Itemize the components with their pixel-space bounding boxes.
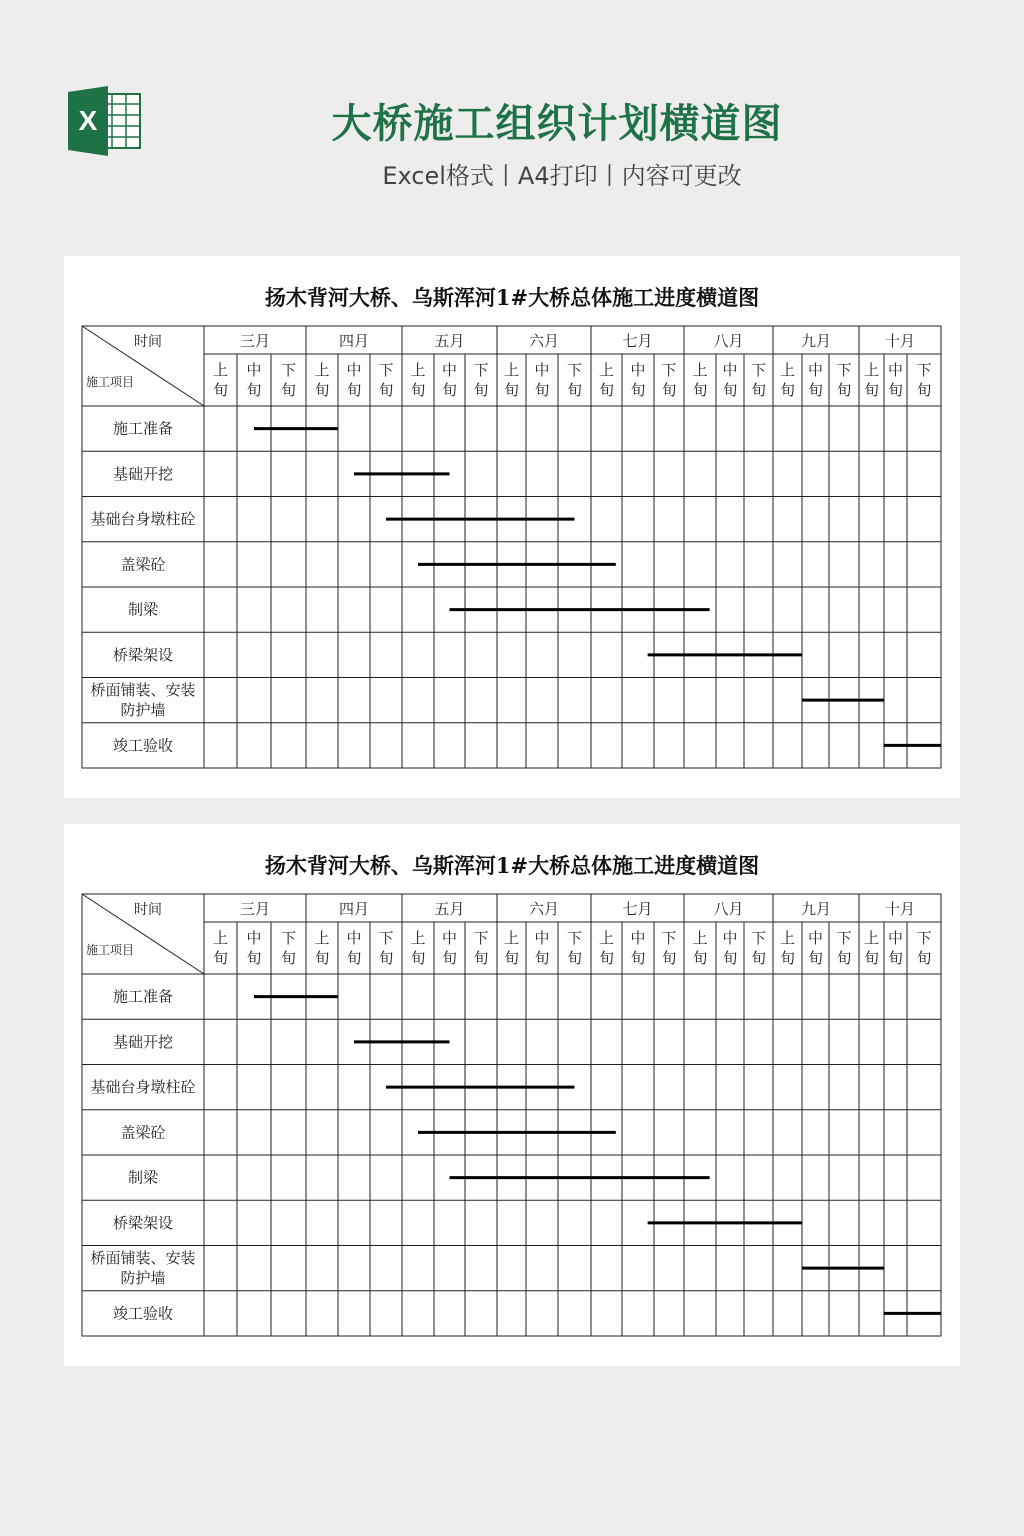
period-label: 下 xyxy=(750,361,767,379)
task-label: 桥梁架设 xyxy=(112,1213,174,1232)
task-label: 施工准备 xyxy=(112,419,174,438)
period-label: 下 xyxy=(916,361,932,379)
period-label: 旬 xyxy=(441,381,458,399)
task-label: 桥面铺装、安装 xyxy=(90,681,196,700)
period-label: 旬 xyxy=(410,949,426,967)
period-label: 上 xyxy=(598,929,615,947)
period-label: 中 xyxy=(630,929,646,947)
month-label: 十月 xyxy=(884,900,916,918)
period-label: 旬 xyxy=(280,949,297,967)
period-label: 中 xyxy=(534,361,550,379)
period-label: 下 xyxy=(473,929,489,947)
period-label: 上 xyxy=(863,929,880,947)
period-label: 旬 xyxy=(916,949,932,967)
period-label: 上 xyxy=(410,361,426,379)
period-label: 下 xyxy=(916,929,932,947)
period-label: 旬 xyxy=(314,949,330,967)
period-label: 旬 xyxy=(503,381,520,399)
period-label: 旬 xyxy=(807,381,824,399)
period-label: 旬 xyxy=(750,949,767,967)
period-label: 旬 xyxy=(246,949,262,967)
period-label: 旬 xyxy=(750,381,767,399)
month-label: 七月 xyxy=(622,332,653,350)
period-label: 旬 xyxy=(566,381,583,399)
page-subtitle: Excel格式丨A4打印丨内容可更改 xyxy=(382,162,742,190)
period-label: 旬 xyxy=(473,381,489,399)
period-label: 旬 xyxy=(692,381,708,399)
sheet-title: 扬木背河大桥、乌斯浑河1#大桥总体施工进度横道图 xyxy=(264,853,760,878)
period-label: 上 xyxy=(779,361,796,379)
period-label: 旬 xyxy=(836,949,852,967)
period-label: 上 xyxy=(503,361,520,379)
month-label: 八月 xyxy=(713,332,744,350)
period-label: 上 xyxy=(212,361,229,379)
period-label: 旬 xyxy=(887,381,904,399)
period-label: 旬 xyxy=(692,949,708,967)
period-label: 旬 xyxy=(630,381,646,399)
period-label: 中 xyxy=(441,361,458,379)
period-label: 旬 xyxy=(916,381,932,399)
task-label: 桥梁架设 xyxy=(112,645,174,664)
period-label: 旬 xyxy=(807,949,824,967)
task-label: 盖梁砼 xyxy=(120,1123,166,1142)
period-label: 旬 xyxy=(779,949,796,967)
period-label: 中 xyxy=(346,929,362,947)
period-label: 旬 xyxy=(378,381,394,399)
period-label: 旬 xyxy=(410,381,426,399)
task-label: 基础台身墩柱砼 xyxy=(90,1078,196,1097)
period-label: 旬 xyxy=(661,949,677,967)
task-label: 竣工验收 xyxy=(112,1304,174,1323)
period-label: 旬 xyxy=(722,949,738,967)
period-label: 中 xyxy=(246,361,262,379)
corner-time-label: 时间 xyxy=(134,334,162,350)
period-label: 下 xyxy=(473,361,489,379)
period-label: 旬 xyxy=(630,949,646,967)
task-label: 制梁 xyxy=(127,600,159,619)
period-label: 中 xyxy=(887,361,904,379)
task-label: 防护墙 xyxy=(120,701,166,720)
period-label: 上 xyxy=(503,929,520,947)
period-label: 中 xyxy=(630,361,646,379)
period-label: 上 xyxy=(692,929,708,947)
month-label: 六月 xyxy=(528,332,560,350)
month-label: 四月 xyxy=(338,900,370,918)
period-label: 旬 xyxy=(280,381,297,399)
period-label: 旬 xyxy=(722,381,738,399)
task-label: 竣工验收 xyxy=(112,736,174,755)
period-label: 旬 xyxy=(534,949,550,967)
period-label: 旬 xyxy=(314,381,330,399)
period-label: 下 xyxy=(661,929,677,947)
period-label: 旬 xyxy=(887,949,904,967)
period-label: 旬 xyxy=(836,381,852,399)
period-label: 中 xyxy=(441,929,458,947)
excel-logo-letter: X xyxy=(78,105,98,136)
period-label: 旬 xyxy=(598,949,615,967)
period-label: 下 xyxy=(750,929,767,947)
page-title: 大桥施工组织计划横道图 xyxy=(331,101,783,147)
period-label: 下 xyxy=(566,929,583,947)
period-label: 上 xyxy=(212,929,229,947)
period-label: 旬 xyxy=(863,949,880,967)
gantt-chart xyxy=(64,256,960,798)
period-label: 旬 xyxy=(473,949,489,967)
period-label: 中 xyxy=(807,929,824,947)
period-label: 中 xyxy=(346,361,362,379)
month-label: 五月 xyxy=(434,332,465,350)
corner-task-label: 施工项目 xyxy=(86,375,135,389)
period-label: 下 xyxy=(836,929,852,947)
month-label: 三月 xyxy=(239,900,271,918)
period-label: 旬 xyxy=(346,949,362,967)
period-label: 下 xyxy=(378,361,394,379)
period-label: 旬 xyxy=(246,381,262,399)
period-label: 上 xyxy=(598,361,615,379)
period-label: 上 xyxy=(410,929,426,947)
period-label: 旬 xyxy=(779,381,796,399)
month-label: 七月 xyxy=(622,900,653,918)
period-label: 中 xyxy=(807,361,824,379)
period-label: 旬 xyxy=(534,381,550,399)
sheet-title: 扬木背河大桥、乌斯浑河1#大桥总体施工进度横道图 xyxy=(264,285,760,310)
period-label: 上 xyxy=(314,361,330,379)
corner-task-label: 施工项目 xyxy=(86,943,135,957)
period-label: 旬 xyxy=(212,381,229,399)
month-label: 九月 xyxy=(800,332,832,350)
period-label: 中 xyxy=(246,929,262,947)
period-label: 中 xyxy=(722,361,738,379)
period-label: 旬 xyxy=(598,381,615,399)
period-label: 旬 xyxy=(441,949,458,967)
period-label: 下 xyxy=(280,361,297,379)
period-label: 下 xyxy=(836,361,852,379)
period-label: 旬 xyxy=(863,381,880,399)
month-label: 十月 xyxy=(884,332,916,350)
period-label: 旬 xyxy=(566,949,583,967)
task-label: 施工准备 xyxy=(112,987,174,1006)
task-label: 基础开挖 xyxy=(112,464,174,483)
gantt-chart xyxy=(64,824,960,1366)
month-label: 四月 xyxy=(338,332,370,350)
task-label: 桥面铺装、安装 xyxy=(90,1249,196,1268)
period-label: 旬 xyxy=(503,949,520,967)
period-label: 中 xyxy=(722,929,738,947)
period-label: 上 xyxy=(779,929,796,947)
task-label: 制梁 xyxy=(127,1168,159,1187)
month-label: 八月 xyxy=(713,900,744,918)
schedule-sheet-1 xyxy=(64,256,960,798)
period-label: 旬 xyxy=(346,381,362,399)
period-label: 旬 xyxy=(378,949,394,967)
task-label: 基础台身墩柱砼 xyxy=(90,510,196,529)
month-label: 六月 xyxy=(528,900,560,918)
period-label: 旬 xyxy=(212,949,229,967)
period-label: 下 xyxy=(378,929,394,947)
task-label: 防护墙 xyxy=(120,1269,166,1288)
period-label: 下 xyxy=(661,361,677,379)
period-label: 上 xyxy=(863,361,880,379)
month-label: 九月 xyxy=(800,900,832,918)
period-label: 旬 xyxy=(661,381,677,399)
task-label: 基础开挖 xyxy=(112,1032,174,1051)
period-label: 下 xyxy=(280,929,297,947)
period-label: 上 xyxy=(692,361,708,379)
month-label: 五月 xyxy=(434,900,465,918)
period-label: 中 xyxy=(887,929,904,947)
corner-time-label: 时间 xyxy=(134,902,162,918)
month-label: 三月 xyxy=(239,332,271,350)
period-label: 上 xyxy=(314,929,330,947)
schedule-sheet-2 xyxy=(64,824,960,1366)
period-label: 下 xyxy=(566,361,583,379)
period-label: 中 xyxy=(534,929,550,947)
task-label: 盖梁砼 xyxy=(120,555,166,574)
